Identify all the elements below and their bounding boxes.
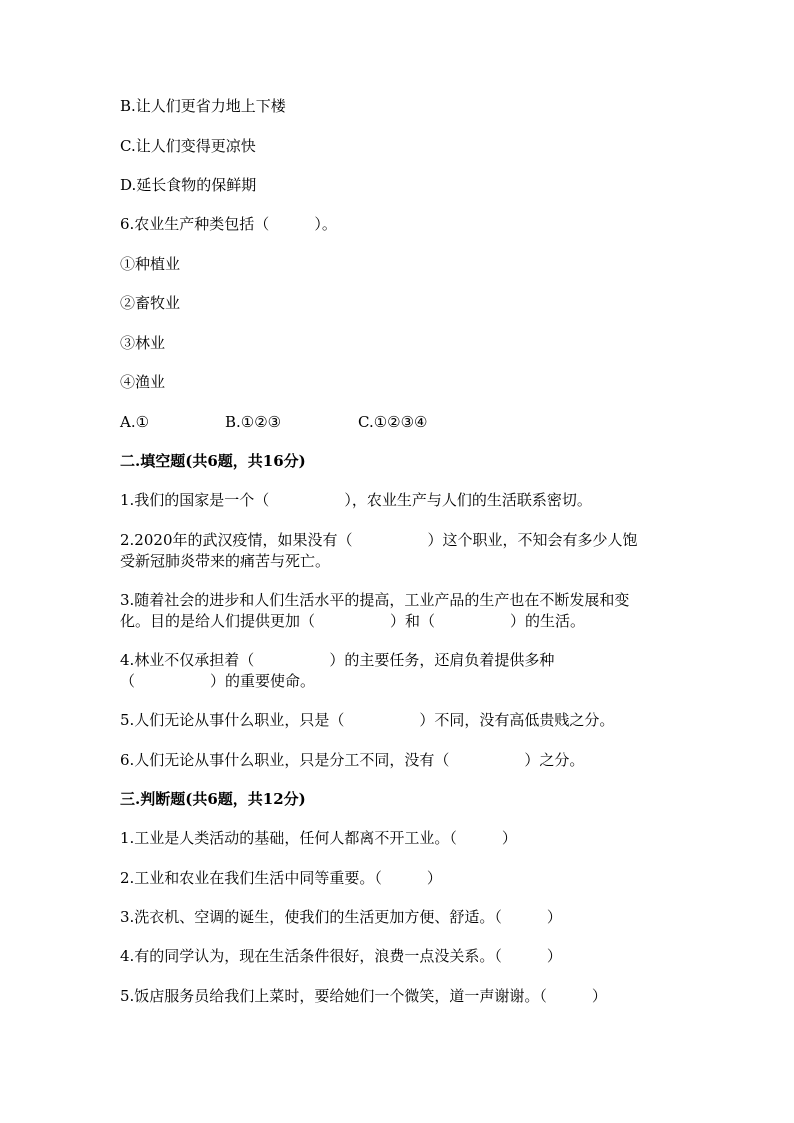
judge-q3: 3.洗衣机、空调的诞生，使我们的生活更加方便、舒适。（ ） [120, 908, 562, 926]
fill-q1: 1.我们的国家是一个（ ），农业生产与人们的生活联系密切。 [120, 491, 592, 509]
q5-option-c: C.让人们变得更凉快 [120, 137, 256, 155]
fill-q2-line2: 受新冠肺炎带来的痛苦与死亡。 [120, 552, 331, 570]
judge-q5: 5.饭店服务员给我们上菜时，要给她们一个微笑，道一声谢谢。（ ） [120, 987, 607, 1005]
q6-item-2: ②畜牧业 [120, 294, 181, 312]
judge-q4: 4.有的同学认为，现在生活条件很好，浪费一点没关系。（ ） [120, 947, 562, 965]
fill-q3-line1: 3.随着社会的进步和人们生活水平的提高，工业产品的生产也在不断发展和变 [120, 591, 630, 609]
q6-option-c: C.①②③④ [358, 413, 428, 431]
q6-item-3: ③林业 [120, 334, 166, 352]
fill-q2-line1: 2.2020年的武汉疫情，如果没有（ ）这个职业，不知会有多少人饱 [120, 531, 638, 549]
q6-item-4: ④渔业 [120, 373, 166, 391]
section3-title: 三.判断题(共6题，共12分) [120, 790, 306, 808]
fill-q5: 5.人们无论从事什么职业，只是（ ）不同，没有高低贵贱之分。 [120, 711, 615, 729]
q6-option-a: A.① [120, 413, 150, 431]
fill-q3-line2: 化。目的是给人们提供更加（ ）和（ ）的生活。 [120, 612, 586, 630]
fill-q6: 6.人们无论从事什么职业，只是分工不同，没有（ ）之分。 [120, 751, 585, 769]
q5-option-b: B.让人们更省力地上下楼 [120, 97, 286, 115]
judge-q2: 2.工业和农业在我们生活中同等重要。（ ） [120, 869, 442, 887]
q6-item-1: ①种植业 [120, 255, 181, 273]
fill-q4-line2: （ ）的重要使命。 [120, 672, 316, 690]
judge-q1: 1.工业是人类活动的基础，任何人都离不开工业。（ ） [120, 829, 517, 847]
q5-option-d: D.延长食物的保鲜期 [120, 176, 257, 194]
fill-q4-line1: 4.林业不仅承担着（ ）的主要任务，还肩负着提供多种 [120, 651, 555, 669]
q6-stem: 6.农业生产种类包括（ ）。 [120, 215, 337, 233]
section2-title: 二.填空题(共6题，共16分) [120, 452, 306, 470]
q6-options-row [120, 412, 520, 432]
q6-option-b: B.①②③ [225, 413, 282, 431]
